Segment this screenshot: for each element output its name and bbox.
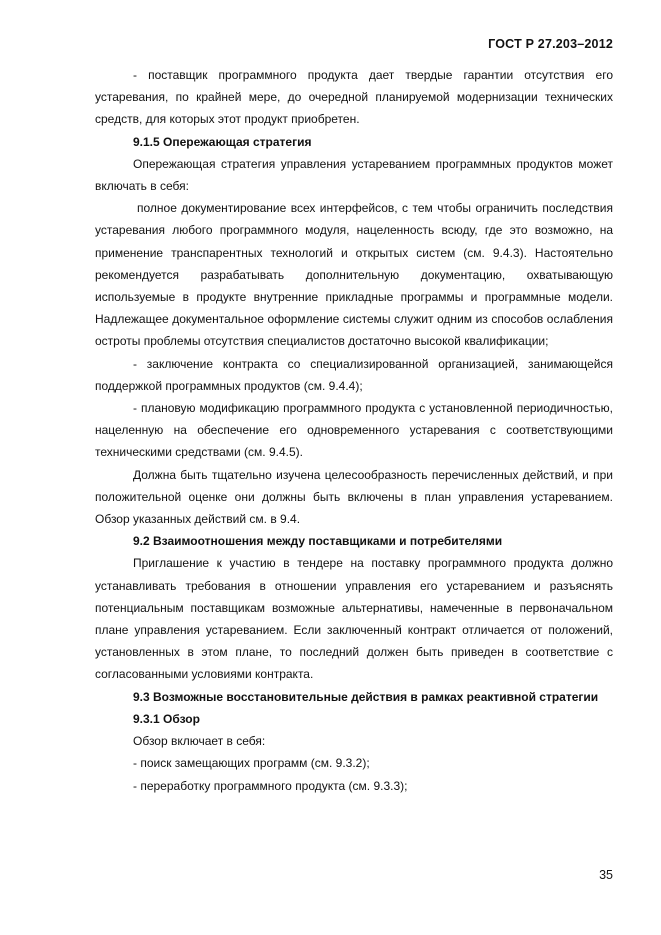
- list-item: - заключение контракта со специализированной организацией, занимающейся поддержкой программных продуктов (см. 9.4.4);: [95, 356, 613, 393]
- list-item: - плановую модификацию программного продукта с установленной периодичностью, нацеленную на обеспечение его одновременного устаревания с соответствующими техническими средствами (см. 9.4.5).: [95, 401, 613, 460]
- list-item: - переработку программного продукта (см. 9.3.3);: [133, 778, 408, 793]
- section-heading-9-2: 9.2 Взаимоотношения между поставщиками и потребителями: [133, 534, 503, 549]
- section-heading-9-1-5: 9.1.5 Опережающая стратегия: [133, 134, 312, 149]
- page-number: 35: [599, 868, 613, 882]
- section-heading-9-3-1: 9.3.1 Обзор: [133, 711, 200, 726]
- paragraph: полное документирование всех интерфейсов, с тем чтобы ограничить последствия устаревания любого программного модуля, нацеленность всюду, где это возможно, на применение транспарентных технологий и открытых систем (см. 9.4.3). Настоятельно рекомендуется разрабатывать дополнительную документацию, охватывающую используемые в продукте внутренние прикладные программы и программные модели. Надлежащее документальное оформление системы служит одним из способов ослабления остроты проблемы отсутствия специалистов достаточно высокой квалификации;: [95, 201, 613, 349]
- paragraph: Опережающая стратегия управления устареванием программных продуктов может включать в себя:: [95, 156, 613, 194]
- paragraph: Обзор включает в себя:: [133, 734, 266, 749]
- page-body: [95, 64, 613, 797]
- paragraph: Должна быть тщательно изучена целесообразность перечисленных действий, и при положительной оценке они должны быть включены в план управления устареванием. Обзор указанных действий см. в 9.4.: [95, 467, 613, 527]
- section-heading-9-3: 9.3 Возможные восстановительные действия в рамках реактивной стратегии: [133, 689, 599, 704]
- document-header: ГОСТ Р 27.203–2012: [488, 37, 613, 51]
- paragraph: - поставщик программного продукта дает твердые гарантии отсутствия его устаревания, по крайней мере, до очередной планируемой модернизации технических средств, для которых этот продукт приобретен.: [95, 68, 613, 127]
- list-item: - поиск замещающих программ (см. 9.3.2);: [133, 756, 370, 771]
- paragraph: Приглашение к участию в тендере на поставку программного продукта должно устанавливать требования в отношении управления его устареванием и разъяснять потенциальным поставщикам возможные альтернативы, намеченные в первоначальном плане управления устареванием. Если заключенный контракт отличается от положений, установленных в этом плане, то последний должен быть приведен в соответствие с согласованными условиями контракта.: [95, 556, 613, 682]
